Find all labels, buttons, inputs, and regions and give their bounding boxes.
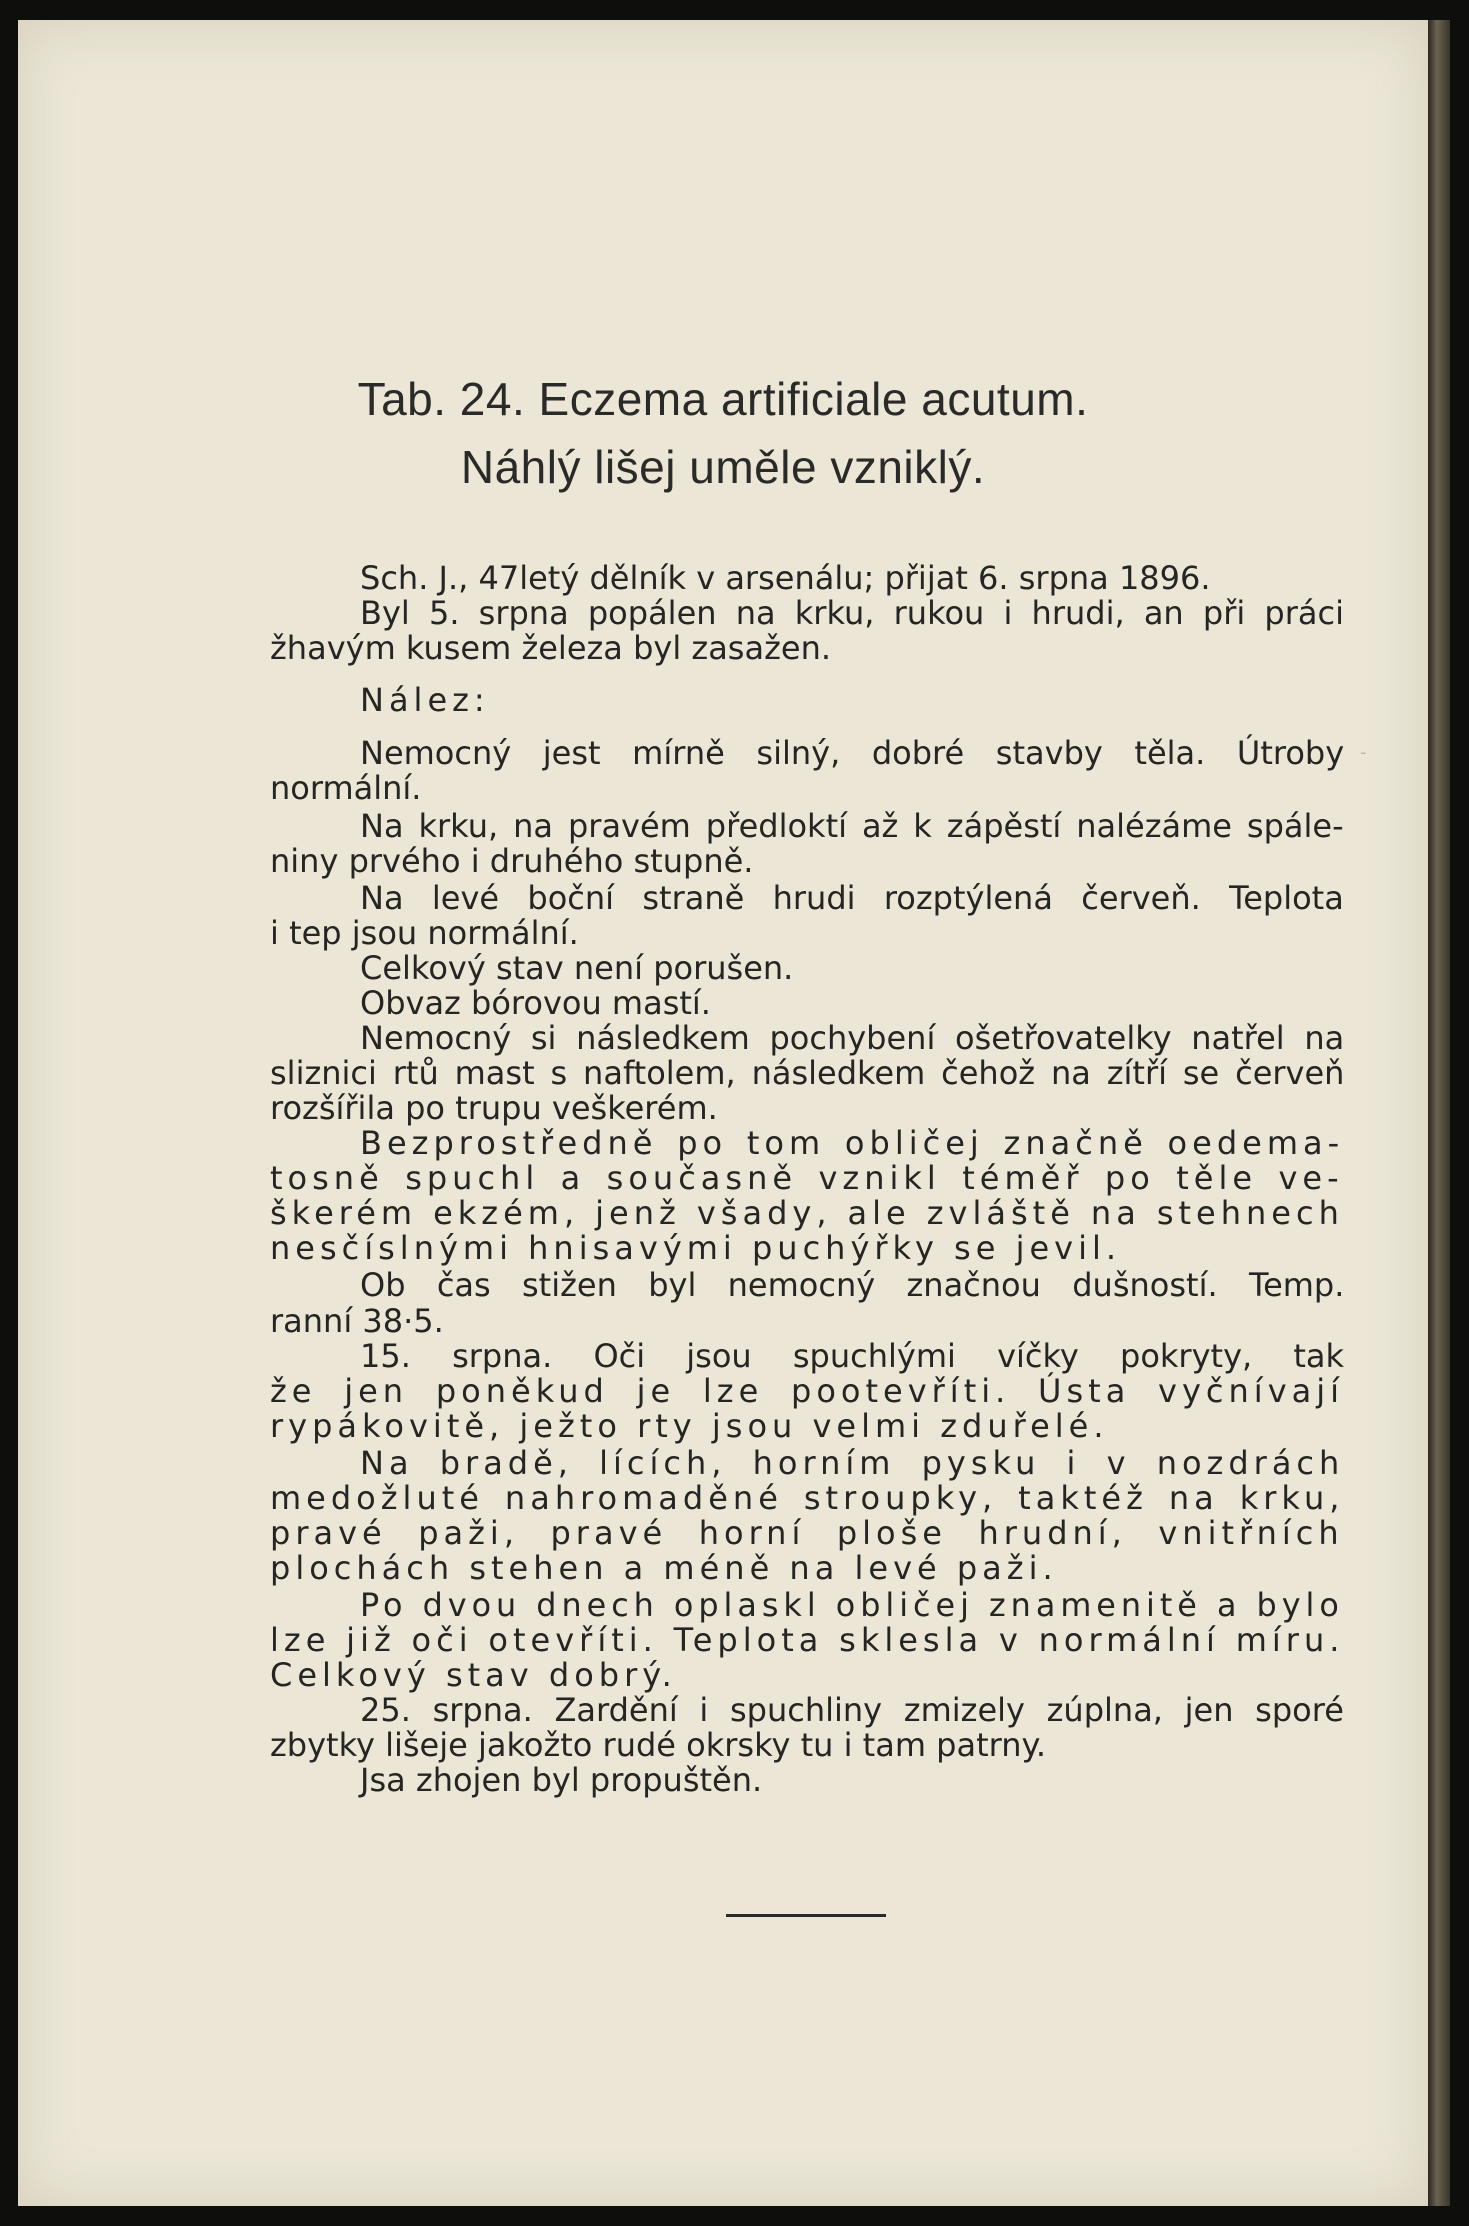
text-line-6: normální. <box>270 769 422 807</box>
text-line-1: Sch. J., 47letý dělník v arsenálu; přijat 6. srpna 1896. <box>360 559 1211 597</box>
book-spine <box>1428 20 1450 2206</box>
text-line-17: tosně spuchl a současně vznikl téměř po těle ve- <box>270 1159 1344 1197</box>
text-line-24: rypákovitě, ježto rty jsou velmi zduřelé. <box>270 1407 1109 1445</box>
text-line-5: Nemocný jest mírně silný, dobré stavby těla. Útroby <box>360 734 1345 772</box>
text-line-18: škerém ekzém, jenž všady, ale zvláště na stehnech <box>270 1194 1344 1232</box>
text-line-7: Na krku, na pravém předloktí až k zápěstí nalézáme spále- <box>360 807 1344 845</box>
text-line-26: medožluté nahromaděné stroupky, taktéž na krku, <box>270 1479 1345 1517</box>
text-line-14: sliznici rtů mast s naftolem, následkem čehož na zítří se červeň <box>270 1054 1345 1092</box>
text-line-11: Celkový stav není porušen. <box>360 949 794 987</box>
text-line-12: Obvaz bórovou mastí. <box>360 984 711 1022</box>
text-line-13: Nemocný si následkem pochybení ošetřovatelky natřel na <box>360 1019 1345 1057</box>
margin-mark: - <box>1360 742 1367 763</box>
text-line-21: ranní 38·5. <box>270 1302 444 1340</box>
text-line-8: niny prvého i druhého stupně. <box>270 842 754 880</box>
text-line-29: Po dvou dnech oplaskl obličej znamenitě a bylo <box>360 1586 1344 1624</box>
text-line-27: pravé paži, pravé horní ploše hrudní, vnitřních <box>270 1514 1344 1552</box>
text-line-23: že jen poněkud je lze pootevříti. Ústa vyčnívají <box>270 1372 1345 1410</box>
end-rule <box>726 1914 886 1917</box>
text-line-33: zbytky lišeje jakožto rudé okrsky tu i tam patrny. <box>270 1726 1047 1764</box>
page-title-line-1: Tab. 24. Eczema artificiale acutum. <box>357 373 1089 425</box>
text-line-31: Celkový stav dobrý. <box>270 1656 677 1694</box>
text-line-15: rozšířila po trupu veškerém. <box>270 1089 718 1127</box>
text-line-16: Bezprostředně po tom obličej značně oedema- <box>360 1124 1345 1162</box>
text-line-2: Byl 5. srpna popálen na krku, rukou i hrudi, an při práci <box>360 594 1344 632</box>
text-line-4: Nález: <box>360 681 490 719</box>
text-line-9: Na levé boční straně hrudi rozptýlená červeň. Teplota <box>360 879 1344 917</box>
text-line-22: 15. srpna. Oči jsou spuchlými víčky pokryty, tak <box>360 1337 1345 1375</box>
text-line-28: plochách stehen a méně na levé paži. <box>270 1549 1058 1587</box>
text-line-30: lze již oči otevříti. Teplota sklesla v normální míru. <box>270 1621 1345 1659</box>
text-line-34: Jsa zhojen byl propuštěn. <box>360 1761 763 1799</box>
page-title-line-2: Náhlý lišej uměle vzniklý. <box>460 441 986 493</box>
text-line-19: nesčíslnými hnisavými puchýřky se jevil. <box>270 1229 1122 1267</box>
text-line-32: 25. srpna. Zardění i spuchliny zmizely zúplna, jen sporé <box>360 1691 1344 1729</box>
text-line-10: i tep jsou normální. <box>270 914 579 952</box>
book-page <box>18 20 1428 2206</box>
text-line-25: Na bradě, lících, horním pysku i v nozdrách <box>360 1444 1345 1482</box>
text-line-3: žhavým kusem železa byl zasažen. <box>270 629 832 667</box>
text-line-20: Ob čas stižen byl nemocný značnou dušností. Temp. <box>360 1266 1345 1304</box>
